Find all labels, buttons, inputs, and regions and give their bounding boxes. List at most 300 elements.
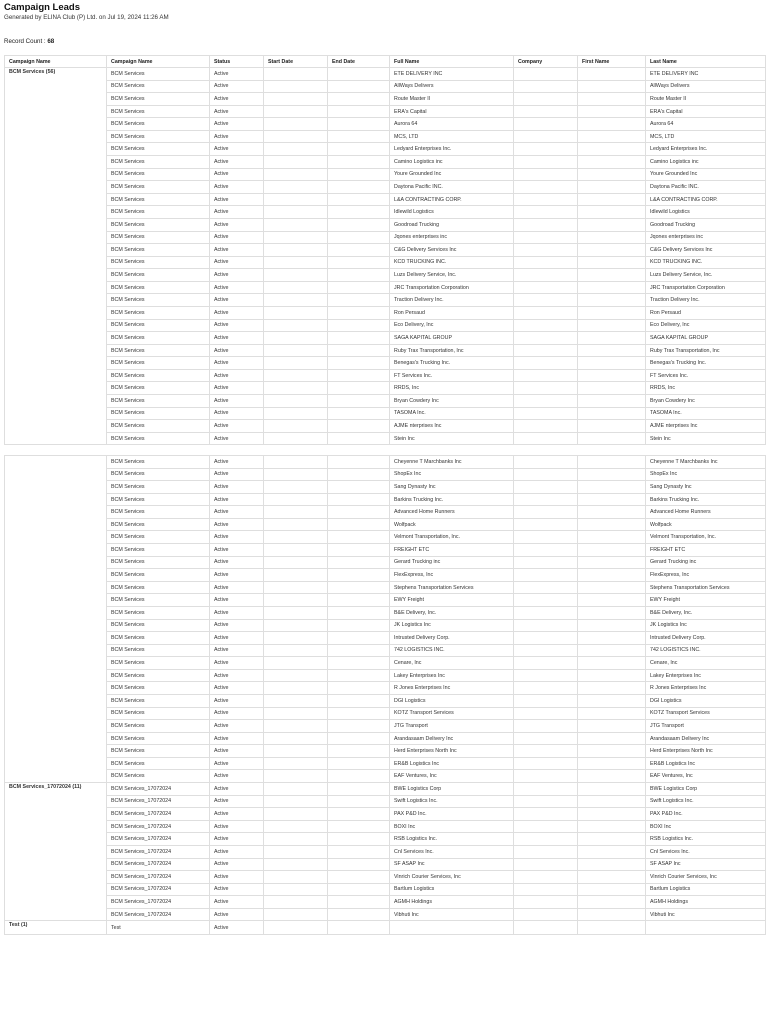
table-row[interactable] (5, 883, 766, 896)
company-cell (514, 544, 578, 557)
end-date-cell (328, 218, 390, 231)
company-cell (514, 105, 578, 118)
status-cell: Active (210, 544, 264, 557)
company-cell (514, 256, 578, 269)
start-date-cell (264, 820, 328, 833)
campaign-name-cell: BCM Services (107, 531, 210, 544)
full-name-cell: EWY Freight (390, 594, 514, 607)
full-name-cell: Benegas's Trucking Inc. (390, 357, 514, 370)
company-cell (514, 644, 578, 657)
last-name-cell: Wolfpack (646, 518, 766, 531)
column-header[interactable]: Start Date (264, 56, 328, 68)
company-cell (514, 531, 578, 544)
company-cell (514, 193, 578, 206)
last-name-cell: B&E Delivery, Inc. (646, 606, 766, 619)
end-date-cell (328, 833, 390, 846)
start-date-cell (264, 845, 328, 858)
end-date-cell (328, 770, 390, 783)
end-date-cell (328, 281, 390, 294)
company-cell (514, 808, 578, 821)
last-name-cell: RRDS, Inc (646, 382, 766, 395)
full-name-cell: SAGA KAPITAL GROUP (390, 332, 514, 345)
company-cell (514, 244, 578, 257)
table-row[interactable] (5, 256, 766, 269)
column-header[interactable]: Campaign Name (5, 56, 107, 68)
end-date-cell (328, 294, 390, 307)
first-name-cell (578, 594, 646, 607)
table-row[interactable] (5, 619, 766, 632)
status-cell: Active (210, 569, 264, 582)
table-row[interactable] (5, 493, 766, 506)
table-row[interactable] (5, 156, 766, 169)
table-row[interactable] (5, 68, 766, 81)
first-name-cell (578, 694, 646, 707)
campaign-name-cell: BCM Services (107, 694, 210, 707)
table-row[interactable] (5, 556, 766, 569)
last-name-cell: FT Services Inc. (646, 369, 766, 382)
end-date-cell (328, 544, 390, 557)
last-name-cell: Barkins Trucking Inc. (646, 493, 766, 506)
full-name-cell: Goodroad Trucking (390, 218, 514, 231)
last-name-cell: ER&B Logistics Inc (646, 757, 766, 770)
full-name-cell: Luzs Delivery Service, Inc. (390, 269, 514, 282)
table-row[interactable] (5, 707, 766, 720)
start-date-cell (264, 193, 328, 206)
first-name-cell (578, 420, 646, 433)
table-row[interactable] (5, 644, 766, 657)
table-row[interactable] (5, 244, 766, 257)
first-name-cell (578, 156, 646, 169)
first-name-cell (578, 908, 646, 921)
table-row[interactable] (5, 770, 766, 783)
first-name-cell (578, 93, 646, 106)
report-subtitle: Generated by ELINA Club (P) Ltd. on Jul 19, 2024 11:26 AM (4, 14, 169, 21)
first-name-cell (578, 732, 646, 745)
full-name-cell (390, 921, 514, 935)
full-name-cell: Idlewild Logistics (390, 206, 514, 219)
end-date-cell (328, 206, 390, 219)
start-date-cell (264, 569, 328, 582)
table-row[interactable] (5, 632, 766, 645)
full-name-cell: JRC Transportation Corporation (390, 281, 514, 294)
full-name-cell: Ruby Trax Transportation, Inc (390, 344, 514, 357)
company-cell (514, 269, 578, 282)
end-date-cell (328, 506, 390, 519)
last-name-cell: Cenare, Inc (646, 657, 766, 670)
first-name-cell (578, 231, 646, 244)
first-name-cell (578, 181, 646, 194)
end-date-cell (328, 256, 390, 269)
full-name-cell: JK Logistics Inc (390, 619, 514, 632)
campaign-name-cell: BCM Services (107, 657, 210, 670)
company-cell (514, 720, 578, 733)
first-name-cell (578, 332, 646, 345)
table-row[interactable] (5, 657, 766, 670)
end-date-cell (328, 156, 390, 169)
status-cell: Active (210, 395, 264, 408)
first-name-cell (578, 619, 646, 632)
column-header[interactable]: Full Name (390, 56, 514, 68)
status-cell: Active (210, 143, 264, 156)
status-cell: Active (210, 732, 264, 745)
table-row[interactable] (5, 732, 766, 745)
end-date-cell (328, 481, 390, 494)
status-cell: Active (210, 481, 264, 494)
end-date-cell (328, 720, 390, 733)
status-cell: Active (210, 783, 264, 796)
status-cell: Active (210, 244, 264, 257)
start-date-cell (264, 93, 328, 106)
company-cell (514, 357, 578, 370)
company-cell (514, 745, 578, 758)
full-name-cell: Intrusted Delivery Corp. (390, 632, 514, 645)
end-date-cell (328, 432, 390, 445)
last-name-cell: Daytona Pacific INC. (646, 181, 766, 194)
status-cell: Active (210, 632, 264, 645)
group-label: Test (1) (5, 921, 107, 935)
record-count-value: 68 (47, 38, 55, 45)
last-name-cell (646, 921, 766, 935)
end-date-cell (328, 181, 390, 194)
end-date-cell (328, 244, 390, 257)
first-name-cell (578, 281, 646, 294)
table-row[interactable] (5, 481, 766, 494)
end-date-cell (328, 619, 390, 632)
table-row[interactable] (5, 845, 766, 858)
last-name-cell: Traction Delivery Inc. (646, 294, 766, 307)
table-row[interactable] (5, 193, 766, 206)
end-date-cell (328, 908, 390, 921)
table-row[interactable] (5, 130, 766, 143)
table-row[interactable] (5, 105, 766, 118)
campaign-name-cell: BCM Services_17072024 (107, 908, 210, 921)
company-cell (514, 770, 578, 783)
first-name-cell (578, 269, 646, 282)
last-name-cell: L&A CONTRACTING CORP. (646, 193, 766, 206)
status-cell: Active (210, 256, 264, 269)
start-date-cell (264, 244, 328, 257)
column-header[interactable]: Status (210, 56, 264, 68)
start-date-cell (264, 130, 328, 143)
status-cell: Active (210, 218, 264, 231)
table-row[interactable] (5, 332, 766, 345)
first-name-cell (578, 306, 646, 319)
first-name-cell (578, 581, 646, 594)
start-date-cell (264, 720, 328, 733)
start-date-cell (264, 456, 328, 469)
status-cell: Active (210, 407, 264, 420)
last-name-cell: FlexExpress, Inc (646, 569, 766, 582)
end-date-cell (328, 357, 390, 370)
table-row[interactable] (5, 569, 766, 582)
first-name-cell (578, 319, 646, 332)
full-name-cell: BWE Logistics Corp (390, 783, 514, 796)
table-row[interactable] (5, 694, 766, 707)
last-name-cell: RSB Logistics Inc. (646, 833, 766, 846)
last-name-cell: Luzs Delivery Service, Inc. (646, 269, 766, 282)
table-row[interactable] (5, 206, 766, 219)
full-name-cell: RSB Logistics Inc. (390, 833, 514, 846)
first-name-cell (578, 556, 646, 569)
table-row[interactable] (5, 382, 766, 395)
start-date-cell (264, 281, 328, 294)
group-label: BCM Services_17072024 (11) (5, 783, 107, 921)
start-date-cell (264, 644, 328, 657)
column-header[interactable]: Last Name (646, 56, 766, 68)
first-name-cell (578, 845, 646, 858)
full-name-cell: AGMH Holdings (390, 896, 514, 909)
start-date-cell (264, 306, 328, 319)
start-date-cell (264, 506, 328, 519)
table-row[interactable] (5, 606, 766, 619)
first-name-cell (578, 407, 646, 420)
end-date-cell (328, 808, 390, 821)
full-name-cell: Cenare, Inc (390, 657, 514, 670)
last-name-cell: EWY Freight (646, 594, 766, 607)
full-name-cell: JTG Transport (390, 720, 514, 733)
table-row[interactable] (5, 518, 766, 531)
table-row[interactable] (5, 369, 766, 382)
first-name-cell (578, 518, 646, 531)
end-date-cell (328, 669, 390, 682)
table-row[interactable] (5, 795, 766, 808)
campaign-name-cell: BCM Services_17072024 (107, 858, 210, 871)
last-name-cell: Sang Dynasty Inc (646, 481, 766, 494)
full-name-cell: Ron Persaud (390, 306, 514, 319)
status-cell: Active (210, 382, 264, 395)
table-row[interactable] (5, 581, 766, 594)
full-name-cell: AJME nterprises Inc (390, 420, 514, 433)
table-row[interactable] (5, 833, 766, 846)
table-row[interactable] (5, 456, 766, 469)
table-row[interactable] (5, 669, 766, 682)
full-name-cell: ER&B Logistics Inc (390, 757, 514, 770)
campaign-name-cell: BCM Services (107, 682, 210, 695)
end-date-cell (328, 883, 390, 896)
company-cell (514, 556, 578, 569)
last-name-cell: Ron Persaud (646, 306, 766, 319)
table-row[interactable] (5, 921, 766, 935)
table-row[interactable] (5, 294, 766, 307)
table-row[interactable] (5, 544, 766, 557)
full-name-cell: KOTZ Transport Services (390, 707, 514, 720)
end-date-cell (328, 732, 390, 745)
table-row[interactable] (5, 168, 766, 181)
end-date-cell (328, 707, 390, 720)
table-row[interactable] (5, 808, 766, 821)
last-name-cell: Camino Logistics inc (646, 156, 766, 169)
start-date-cell (264, 707, 328, 720)
end-date-cell (328, 306, 390, 319)
end-date-cell (328, 581, 390, 594)
full-name-cell: 742 LOGISTICS INC. (390, 644, 514, 657)
company-cell (514, 581, 578, 594)
company-cell (514, 456, 578, 469)
full-name-cell: Cnl Services Inc. (390, 845, 514, 858)
table-row[interactable] (5, 468, 766, 481)
status-cell: Active (210, 357, 264, 370)
end-date-cell (328, 632, 390, 645)
company-cell (514, 569, 578, 582)
table-row[interactable] (5, 871, 766, 884)
table-row[interactable] (5, 745, 766, 758)
first-name-cell (578, 783, 646, 796)
last-name-cell: Ledyard Enterprises Inc. (646, 143, 766, 156)
full-name-cell: KCD TRUCKING INC. (390, 256, 514, 269)
last-name-cell: Intrusted Delivery Corp. (646, 632, 766, 645)
campaign-name-cell: BCM Services (107, 420, 210, 433)
company-cell (514, 694, 578, 707)
campaign-name-cell: BCM Services_17072024 (107, 820, 210, 833)
campaign-name-cell: BCM Services (107, 281, 210, 294)
status-cell: Active (210, 896, 264, 909)
record-count (4, 38, 54, 45)
table-row[interactable] (5, 143, 766, 156)
table-row[interactable] (5, 908, 766, 921)
campaign-name-cell: BCM Services (107, 707, 210, 720)
column-header[interactable]: First Name (578, 56, 646, 68)
last-name-cell: Route Master II (646, 93, 766, 106)
last-name-cell: Lakey Enterprises Inc (646, 669, 766, 682)
full-name-cell: EAF Ventures, Inc (390, 770, 514, 783)
company-cell (514, 68, 578, 81)
table-row[interactable] (5, 432, 766, 445)
table-row[interactable] (5, 682, 766, 695)
first-name-cell (578, 569, 646, 582)
full-name-cell: Camino Logistics inc (390, 156, 514, 169)
first-name-cell (578, 206, 646, 219)
company-cell (514, 518, 578, 531)
campaign-name-cell: BCM Services (107, 644, 210, 657)
start-date-cell (264, 80, 328, 93)
full-name-cell: Gerard Trucking inc (390, 556, 514, 569)
start-date-cell (264, 357, 328, 370)
end-date-cell (328, 118, 390, 131)
table-row[interactable] (5, 118, 766, 131)
first-name-cell (578, 506, 646, 519)
status-cell: Active (210, 795, 264, 808)
company-cell (514, 632, 578, 645)
last-name-cell: Ruby Trax Transportation, Inc (646, 344, 766, 357)
table-row[interactable] (5, 218, 766, 231)
full-name-cell: FREIGHT ETC (390, 544, 514, 557)
status-cell: Active (210, 130, 264, 143)
end-date-cell (328, 594, 390, 607)
table-row[interactable] (5, 820, 766, 833)
table-row[interactable] (5, 80, 766, 93)
table-row[interactable] (5, 269, 766, 282)
campaign-name-cell: BCM Services (107, 432, 210, 445)
start-date-cell (264, 871, 328, 884)
status-cell: Active (210, 118, 264, 131)
table-row[interactable] (5, 319, 766, 332)
table-row[interactable] (5, 407, 766, 420)
company-cell (514, 218, 578, 231)
last-name-cell: SAGA KAPITAL GROUP (646, 332, 766, 345)
end-date-cell (328, 569, 390, 582)
full-name-cell: Bartlum Logistics (390, 883, 514, 896)
start-date-cell (264, 632, 328, 645)
campaign-name-cell: BCM Services (107, 669, 210, 682)
table-row[interactable] (5, 357, 766, 370)
last-name-cell: ETE DELIVERY INC (646, 68, 766, 81)
table-row[interactable] (5, 757, 766, 770)
table-row[interactable] (5, 783, 766, 796)
company-cell (514, 369, 578, 382)
last-name-cell: Arandasaam Delivery Inc (646, 732, 766, 745)
full-name-cell: R Jones Enterprises Inc (390, 682, 514, 695)
table-row[interactable] (5, 306, 766, 319)
company-cell (514, 206, 578, 219)
table-row[interactable] (5, 93, 766, 106)
table-row[interactable] (5, 531, 766, 544)
first-name-cell (578, 357, 646, 370)
status-cell: Active (210, 883, 264, 896)
status-cell: Active (210, 808, 264, 821)
first-name-cell (578, 382, 646, 395)
first-name-cell (578, 682, 646, 695)
table-row[interactable] (5, 344, 766, 357)
table-row[interactable] (5, 231, 766, 244)
status-cell: Active (210, 80, 264, 93)
table-row[interactable] (5, 594, 766, 607)
status-cell: Active (210, 694, 264, 707)
last-name-cell: Bryan Cowdery Inc (646, 395, 766, 408)
company-cell (514, 506, 578, 519)
start-date-cell (264, 783, 328, 796)
first-name-cell (578, 244, 646, 257)
company-cell (514, 395, 578, 408)
table-row[interactable] (5, 420, 766, 433)
last-name-cell: BOXI Inc (646, 820, 766, 833)
column-header[interactable]: Campaign Name (107, 56, 210, 68)
table-row[interactable] (5, 896, 766, 909)
full-name-cell: DGI Logistics (390, 694, 514, 707)
end-date-cell (328, 80, 390, 93)
last-name-cell: MCS, LTD (646, 130, 766, 143)
end-date-cell (328, 531, 390, 544)
table-row[interactable] (5, 281, 766, 294)
column-header[interactable]: End Date (328, 56, 390, 68)
table-row[interactable] (5, 395, 766, 408)
end-date-cell (328, 896, 390, 909)
table-row[interactable] (5, 181, 766, 194)
status-cell: Active (210, 619, 264, 632)
table-row[interactable] (5, 858, 766, 871)
last-name-cell: ShopEx Inc (646, 468, 766, 481)
campaign-name-cell: BCM Services (107, 757, 210, 770)
table-row[interactable] (5, 506, 766, 519)
column-header[interactable]: Company (514, 56, 578, 68)
company-cell (514, 707, 578, 720)
campaign-name-cell: BCM Services (107, 269, 210, 282)
table-row[interactable] (5, 720, 766, 733)
campaign-name-cell: BCM Services (107, 745, 210, 758)
status-cell: Active (210, 281, 264, 294)
campaign-name-cell: BCM Services (107, 518, 210, 531)
start-date-cell (264, 269, 328, 282)
end-date-cell (328, 332, 390, 345)
end-date-cell (328, 231, 390, 244)
first-name-cell (578, 130, 646, 143)
start-date-cell (264, 757, 328, 770)
campaign-name-cell: BCM Services (107, 218, 210, 231)
campaign-name-cell: BCM Services (107, 332, 210, 345)
status-cell: Active (210, 770, 264, 783)
campaign-name-cell: BCM Services (107, 168, 210, 181)
start-date-cell (264, 694, 328, 707)
status-cell: Active (210, 420, 264, 433)
